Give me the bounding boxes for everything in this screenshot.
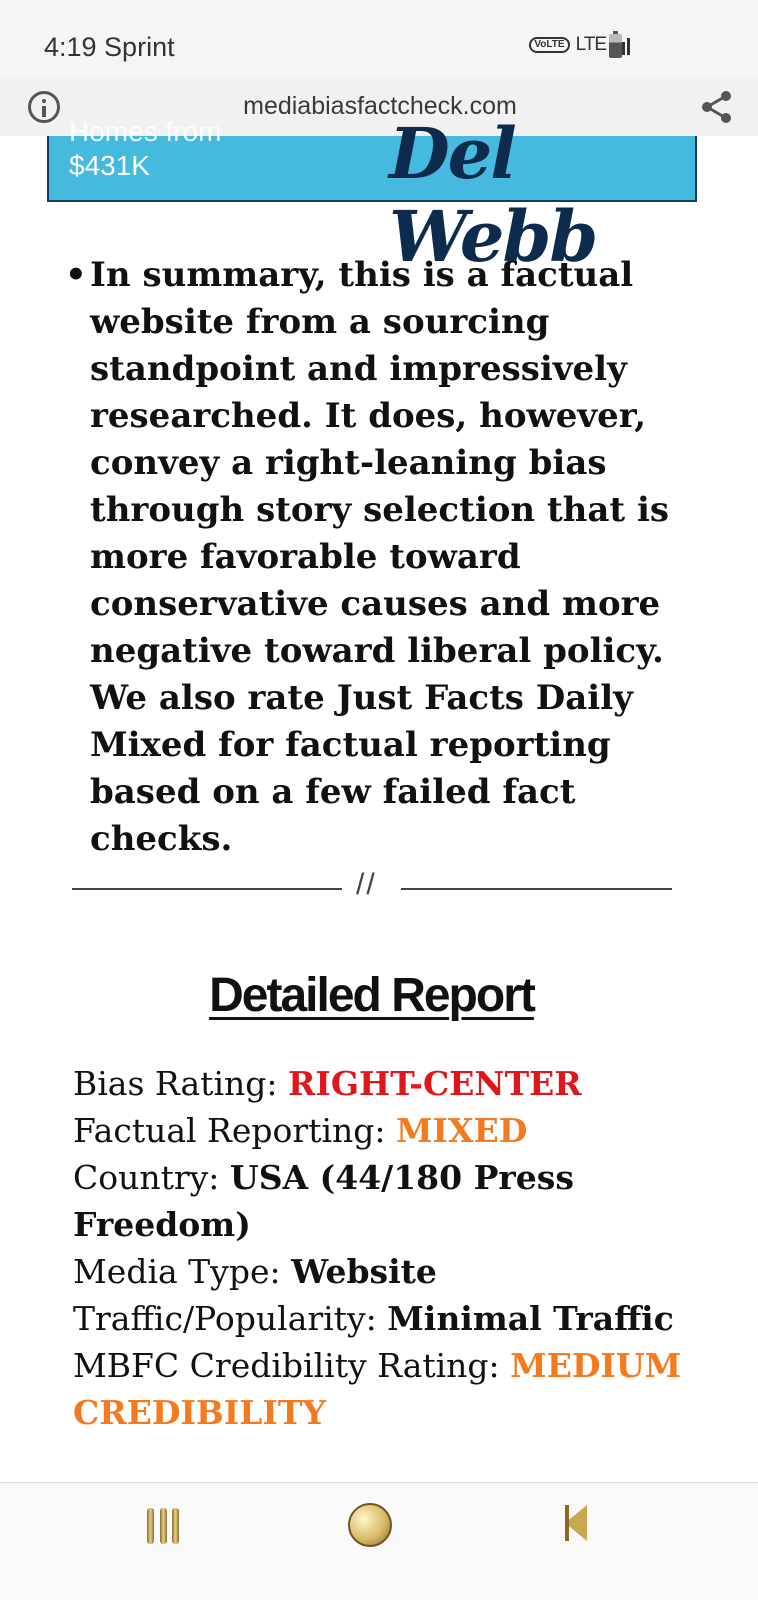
media-type-label: Media Type: [73,1252,292,1291]
bias-rating-value: RIGHT-CENTER [287,1064,582,1103]
credibility-label: MBFC Credibility Rating: [73,1346,511,1385]
back-icon[interactable] [565,1505,587,1541]
summary-text: In summary, this is a factual website from a sourcing standpoint and impressively researched. It does, however, convey a right-leaning bias through story selection that is more favorable toward conservative causes and more negative toward liberal policy. We also rate Just Facts Daily Mixed for factual reporting based on a few failed fact checks. [90,255,670,859]
divider-line-left [72,888,342,890]
battery-icon [609,34,622,58]
factual-reporting-value: MIXED [396,1111,528,1150]
network-type: LTE [575,34,606,55]
bias-rating-label: Bias Rating: [73,1064,288,1103]
bias-rating-row [73,1060,713,1107]
status-time: 4:19 Sprint [44,32,175,62]
bullet-point: • [65,255,87,295]
country-row [73,1154,713,1248]
media-type-row [73,1248,713,1295]
detailed-report [73,1060,713,1436]
factual-reporting-row [73,1107,713,1154]
media-type-value: Website [291,1252,437,1291]
url-text[interactable]: mediabiasfactcheck.com [243,92,517,120]
traffic-value: Minimal Traffic [387,1299,674,1338]
country-label: Country: [73,1158,230,1197]
credibility-value: MEDIUM CREDIBILITY [73,1346,682,1432]
factual-reporting-label: Factual Reporting: [73,1111,396,1150]
detailed-report-heading: Detailed Report [209,969,534,1022]
traffic-label: Traffic/Popularity: [73,1299,388,1338]
volte-icon: VoLTE [529,37,569,53]
ad-price: $431K [69,150,150,181]
share-icon[interactable] [700,90,734,124]
info-icon[interactable] [28,91,60,123]
ad-banner[interactable] [47,112,697,278]
credibility-row [73,1342,713,1436]
home-icon[interactable] [348,1503,392,1547]
divider-mark: // [356,868,377,901]
system-nav-bar [0,1483,758,1600]
divider-line-right [401,888,672,890]
ad-subtitle: Homes from [69,116,222,147]
status-bar [0,0,758,78]
traffic-row [73,1295,713,1342]
recent-apps-icon[interactable] [147,1508,179,1544]
ad-brand-logo: Del Webb [389,112,597,278]
country-value: USA (44/180 Press Freedom) [73,1158,574,1244]
